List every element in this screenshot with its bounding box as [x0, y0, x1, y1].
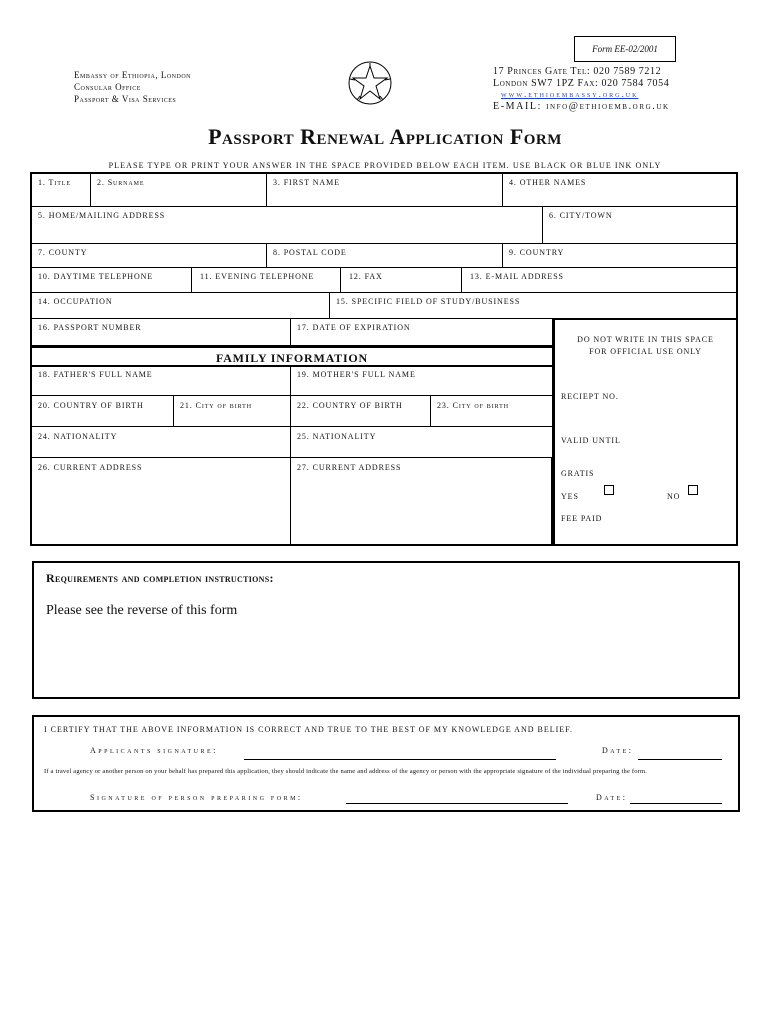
- official-use-notice: [555, 334, 736, 358]
- field-label: 5. HOME/MAILING ADDRESS: [38, 211, 166, 220]
- field-label: 24. NATIONALITY: [38, 432, 118, 441]
- father-country-of-birth-field[interactable]: [32, 396, 174, 427]
- field-label: 1. Title: [38, 178, 71, 187]
- field-label: 23. City of birth: [437, 401, 509, 410]
- home-address-field[interactable]: [32, 207, 543, 244]
- form-number: Form EE-02/2001: [574, 36, 676, 62]
- gratis-label: GRATIS: [561, 469, 595, 478]
- father-address-field[interactable]: [32, 458, 291, 546]
- preparer-signature-line[interactable]: [346, 803, 568, 804]
- embassy-line: Embassy of Ethiopia, London: [74, 70, 192, 80]
- preparer-signature-label: Signature of person preparing form:: [90, 793, 303, 802]
- embassy-address-block: [493, 66, 670, 112]
- field-label: 2. Surname: [97, 178, 145, 187]
- website-link[interactable]: www.ethioembassy.org.uk: [501, 89, 639, 99]
- email-field[interactable]: [462, 268, 736, 293]
- first-name-field[interactable]: [267, 174, 503, 207]
- embassy-line: Passport & Visa Services: [74, 94, 177, 104]
- postal-code-field[interactable]: [267, 244, 503, 268]
- other-names-field[interactable]: [503, 174, 736, 207]
- ink-instructions: PLEASE TYPE OR PRINT YOUR ANSWER IN THE SPACE PROVIDED BELOW EACH ITEM. USE BLACK OR BLUE INK ONLY: [108, 161, 662, 170]
- requirements-box: [32, 561, 740, 699]
- preparer-date-line[interactable]: [630, 803, 722, 804]
- surname-field[interactable]: [91, 174, 267, 207]
- star-emblem-icon: [345, 60, 395, 106]
- field-label: 17. DATE OF EXPIRATION: [297, 323, 411, 332]
- daytime-phone-field[interactable]: [32, 268, 192, 293]
- field-label: 15. SPECIFIC FIELD OF STUDY/BUSINESS: [336, 297, 521, 306]
- county-field[interactable]: [32, 244, 267, 268]
- field-label: 7. COUNTY: [38, 248, 88, 257]
- certification-box: [32, 715, 740, 812]
- official-use-panel: [553, 319, 736, 546]
- yes-label: YES: [561, 492, 579, 501]
- field-label: 18. FATHER'S FULL NAME: [38, 370, 153, 379]
- field-label: 22. COUNTRY OF BIRTH: [297, 401, 403, 410]
- applicant-signature-label: Applicants signature:: [90, 746, 218, 755]
- date-label: Date:: [602, 746, 634, 755]
- father-nationality-field[interactable]: [32, 427, 291, 458]
- field-label: 20. COUNTRY OF BIRTH: [38, 401, 144, 410]
- field-label: 25. NATIONALITY: [297, 432, 377, 441]
- evening-phone-field[interactable]: [192, 268, 341, 293]
- requirements-title: Requirements and completion instructions:: [46, 571, 274, 585]
- applicant-signature-line[interactable]: [244, 759, 556, 760]
- field-label: 3. FIRST NAME: [273, 178, 340, 187]
- page-title: Passport Renewal Application Form: [208, 124, 562, 149]
- mother-nationality-field[interactable]: [291, 427, 553, 458]
- fax-field[interactable]: [341, 268, 462, 293]
- field-label: 12. FAX: [349, 272, 383, 281]
- occupation-field[interactable]: [32, 293, 330, 319]
- requirements-text: Please see the reverse of this form: [46, 603, 238, 618]
- mothers-name-field[interactable]: [291, 367, 553, 396]
- address-line: London SW7 1PZ Fax: 020 7584 7054: [493, 77, 670, 89]
- city-town-field[interactable]: [543, 207, 736, 244]
- valid-until-label: VALID UNTIL: [561, 436, 621, 445]
- embassy-name-block: [74, 69, 191, 105]
- father-city-of-birth-field[interactable]: [174, 396, 291, 427]
- date-label: Date:: [596, 793, 628, 802]
- mother-country-of-birth-field[interactable]: [291, 396, 431, 427]
- field-label: 11. EVENING TELEPHONE: [200, 272, 315, 281]
- notice-line: DO NOT WRITE IN THIS SPACE: [577, 335, 714, 344]
- field-label: 13. E-MAIL ADDRESS: [470, 272, 564, 281]
- no-label: NO: [667, 492, 681, 501]
- field-label: 14. OCCUPATION: [38, 297, 113, 306]
- field-label: 4. OTHER NAMES: [509, 178, 587, 187]
- field-label: 27. CURRENT ADDRESS: [297, 463, 402, 472]
- country-field[interactable]: [503, 244, 736, 268]
- application-form: [30, 172, 738, 546]
- mother-city-of-birth-field[interactable]: [431, 396, 553, 427]
- field-label: 9. COUNTRY: [509, 248, 565, 257]
- passport-number-field[interactable]: [32, 319, 291, 346]
- email-address[interactable]: E-MAIL: info@ethioemb.org.uk: [493, 100, 670, 112]
- embassy-line: Consular Office: [74, 82, 141, 92]
- date-of-expiration-field[interactable]: [291, 319, 553, 346]
- field-label: 19. MOTHER'S FULL NAME: [297, 370, 416, 379]
- family-information-heading: [32, 346, 553, 367]
- address-line: 17 Princes Gate Tel: 020 7589 7212: [493, 66, 662, 77]
- field-label: 16. PASSPORT NUMBER: [38, 323, 142, 332]
- gratis-yes-checkbox[interactable]: [604, 485, 614, 495]
- field-label: 26. CURRENT ADDRESS: [38, 463, 143, 472]
- fathers-name-field[interactable]: [32, 367, 291, 396]
- gratis-no-checkbox[interactable]: [688, 485, 698, 495]
- preparer-note: If a travel agency or another person on your behalf has prepared this application, they should indicate the name and address of the agency or person with the appropriate signature of the individual preparing the form.: [44, 768, 648, 775]
- receipt-no-label: RECIEPT NO.: [561, 392, 619, 401]
- field-label: 10. DAYTIME TELEPHONE: [38, 272, 154, 281]
- notice-line: FOR OFFICIAL USE ONLY: [589, 347, 702, 356]
- title-field[interactable]: [32, 174, 91, 207]
- mother-address-field[interactable]: [291, 458, 553, 546]
- section-title: FAMILY INFORMATION: [215, 351, 369, 365]
- field-of-study-field[interactable]: [330, 293, 736, 319]
- applicant-date-line[interactable]: [638, 759, 722, 760]
- field-label: 21. City of birth: [180, 401, 252, 410]
- fee-paid-label: FEE PAID: [561, 514, 603, 523]
- certification-statement: I CERTIFY THAT THE ABOVE INFORMATION IS CORRECT AND TRUE TO THE BEST OF MY KNOWLEDGE AND BELIEF.: [44, 725, 573, 734]
- field-label: 6. CITY/TOWN: [549, 211, 613, 220]
- field-label: 8. POSTAL CODE: [273, 248, 347, 257]
